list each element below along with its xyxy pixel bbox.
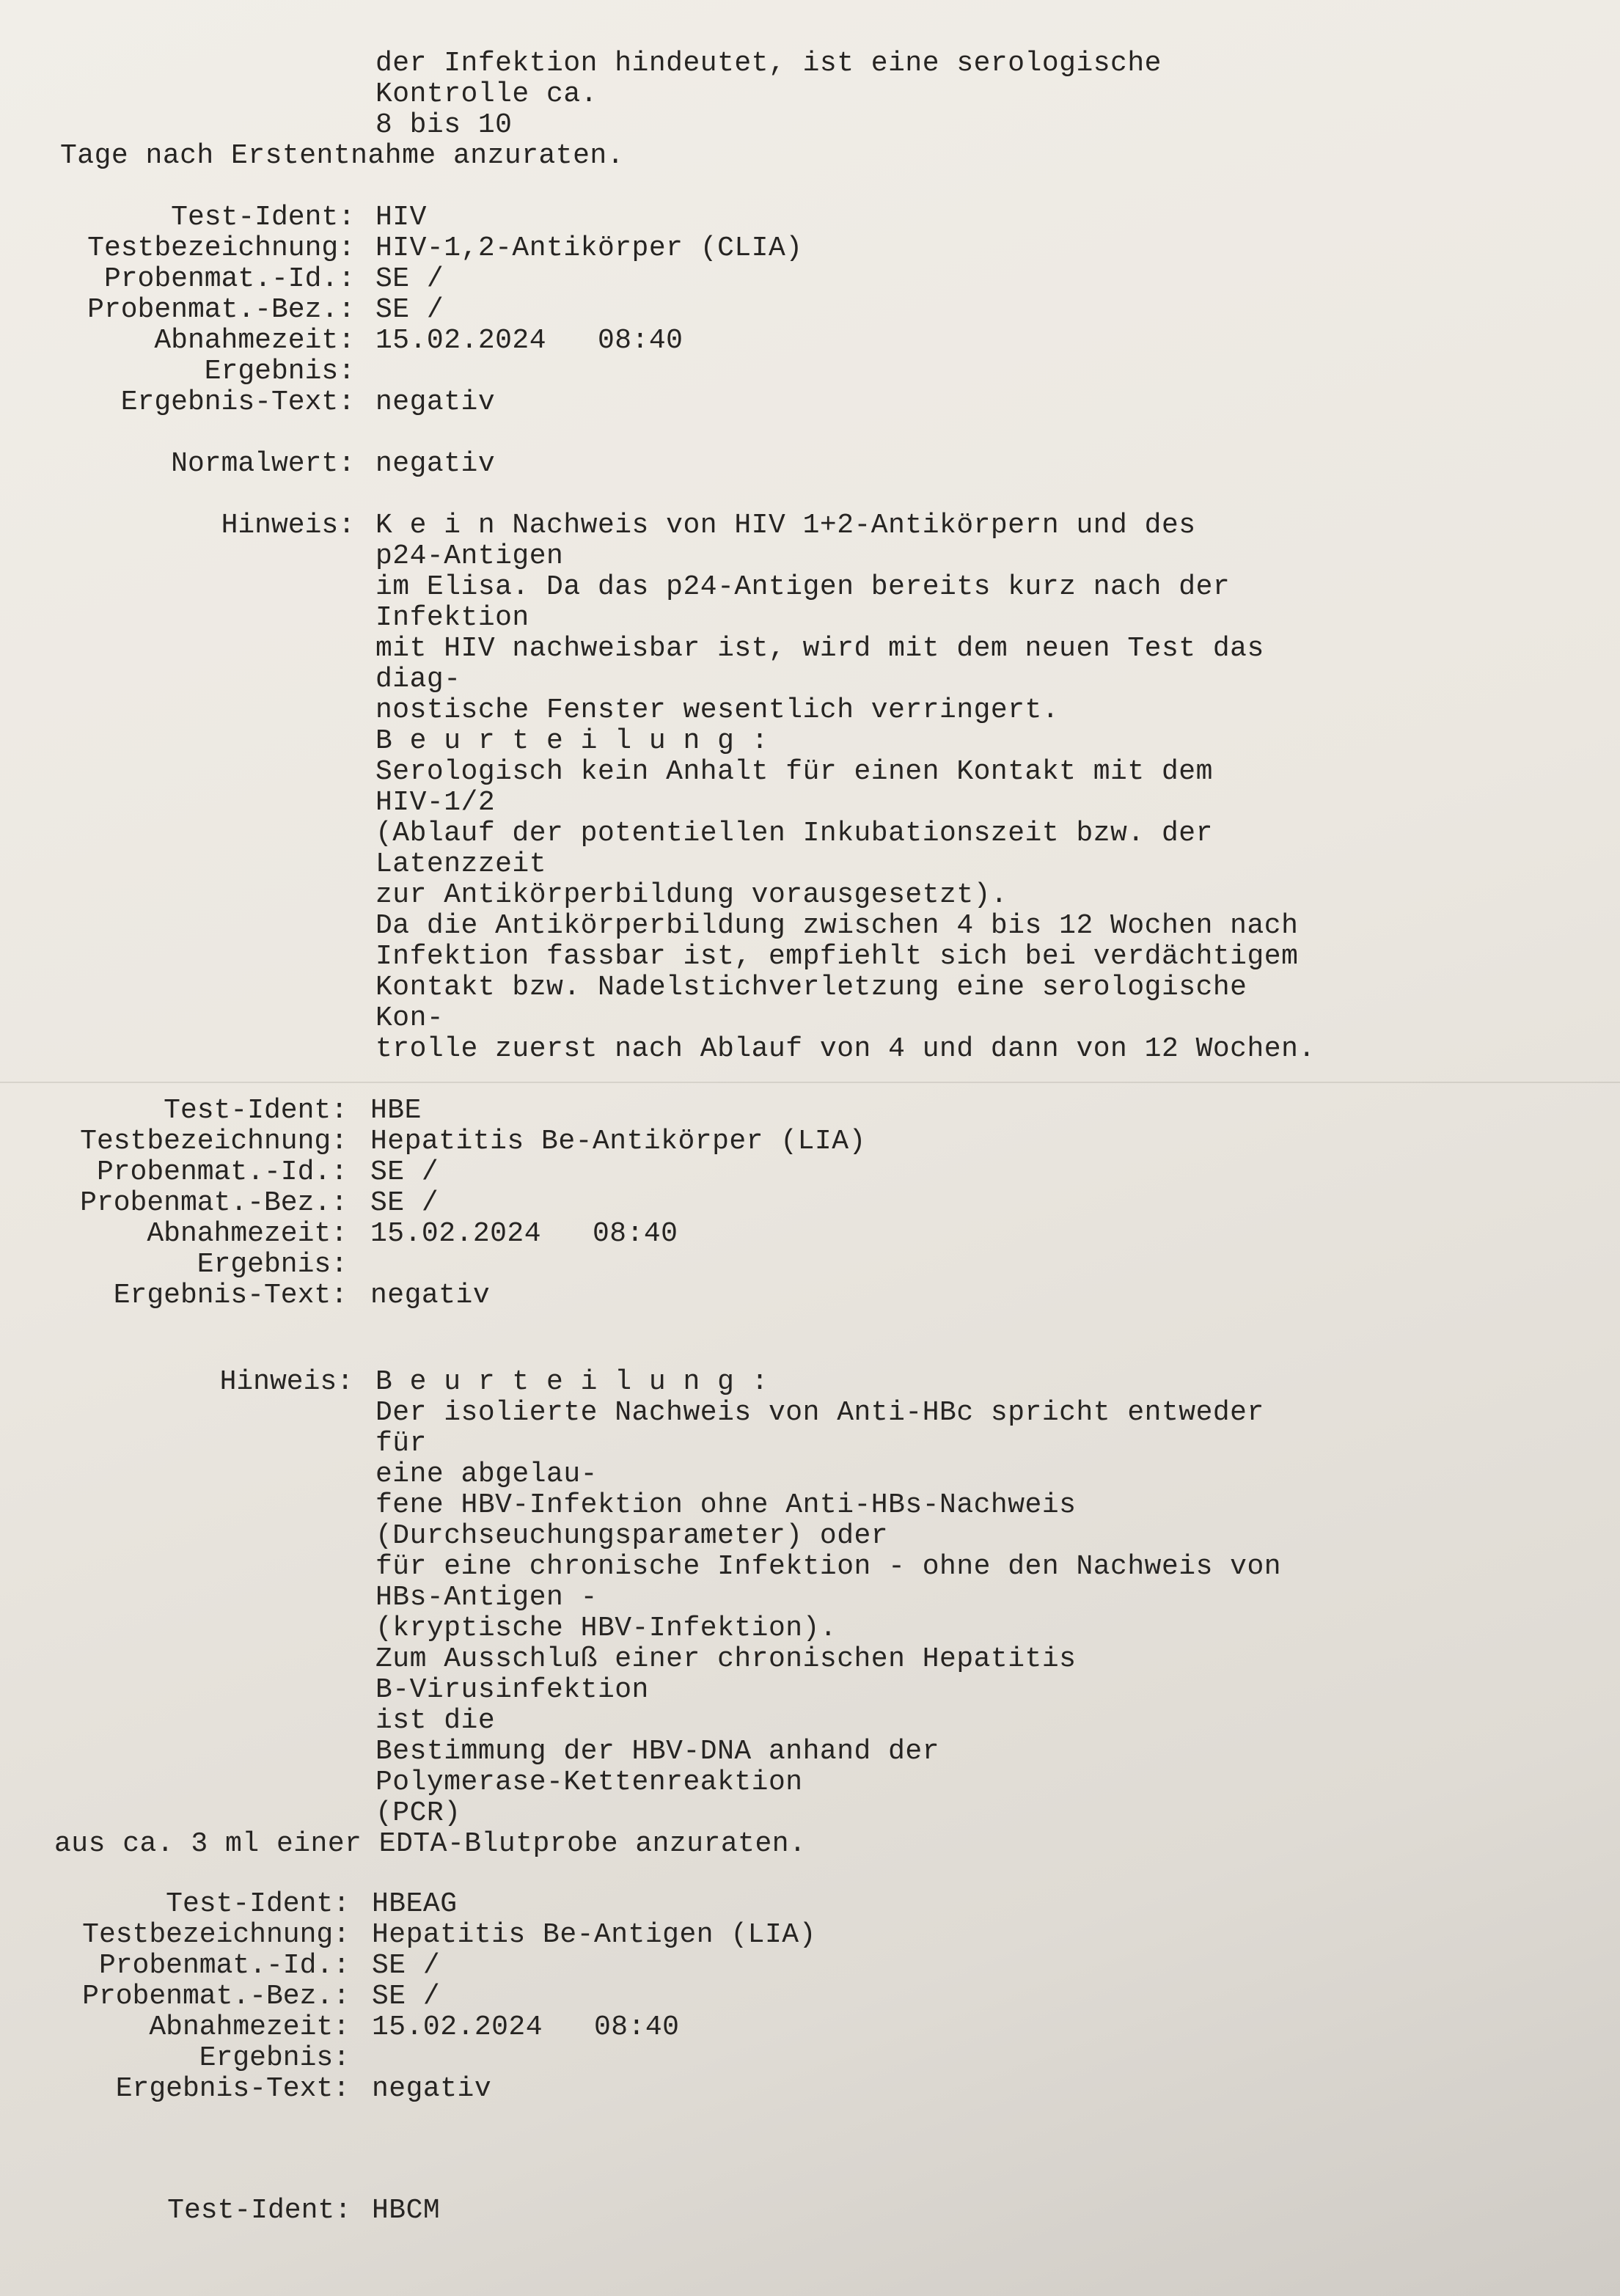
probenmat-id-label: Probenmat.-Id.:	[103, 263, 355, 295]
abnahmezeit-value: 15.02.2024 08:40	[370, 1218, 678, 1250]
probenmat-bez-label: Probenmat.-Bez.:	[87, 294, 355, 326]
ergebnis-text-value: negativ	[370, 1280, 491, 1311]
testbezeichnung-label: Testbezeichnung:	[80, 1126, 348, 1157]
abnahmezeit-value: 15.02.2024 08:40	[375, 325, 683, 356]
test-ident-label: Test-Ident:	[171, 202, 355, 233]
hinweis-line: HBs-Antigen -	[375, 1582, 598, 1613]
testbezeichnung-value: Hepatitis Be-Antikörper (LIA)	[370, 1126, 866, 1157]
hinweis-line: Polymerase-Kettenreaktion	[375, 1767, 803, 1798]
test-ident-value: HBEAG	[372, 1888, 458, 1920]
probenmat-bez-value: SE /	[372, 1981, 441, 2012]
test-ident-label: Test-Ident:	[164, 1095, 348, 1126]
paper-fold	[0, 1082, 1620, 1083]
hinweis-line: Kontakt bzw. Nadelstichverletzung eine serologische	[375, 972, 1247, 1003]
hinweis-line: im Elisa. Da das p24-Antigen bereits kurz nach der	[375, 571, 1231, 603]
hinweis-line: zur Antikörperbildung vorausgesetzt).	[375, 879, 1008, 911]
probenmat-id-label: Probenmat.-Id.:	[96, 1156, 348, 1188]
ergebnis-text-value: negativ	[375, 386, 496, 418]
hinweis-label: Hinweis:	[219, 1366, 353, 1398]
ergebnis-text-label: Ergebnis-Text:	[115, 2073, 350, 2105]
intro-line: 8 bis 10	[375, 109, 513, 141]
test-ident-value: HBCM	[372, 2195, 441, 2226]
abnahmezeit-label: Abnahmezeit:	[154, 325, 355, 356]
hinweis-line: (PCR)	[375, 1797, 461, 1829]
probenmat-id-value: SE /	[372, 1950, 441, 1981]
normalwert-value: negativ	[375, 448, 496, 480]
hinweis-line: Infektion	[375, 602, 529, 634]
hinweis-line: Zum Ausschluß einer chronischen Hepatitis	[375, 1643, 1077, 1675]
abnahmezeit-label: Abnahmezeit:	[149, 2011, 350, 2043]
hinweis-line: fene HBV-Infektion ohne Anti-HBs-Nachweis	[375, 1489, 1077, 1521]
hinweis-line: B-Virusinfektion	[375, 1674, 649, 1706]
testbezeichnung-value: Hepatitis Be-Antigen (LIA)	[372, 1919, 816, 1951]
probenmat-id-label: Probenmat.-Id.:	[98, 1950, 350, 1981]
hinweis-line: K e i n Nachweis von HIV 1+2-Antikörpern und des	[375, 510, 1196, 541]
hinweis-line: (kryptische HBV-Infektion).	[375, 1613, 838, 1644]
testbezeichnung-label: Testbezeichnung:	[87, 232, 355, 264]
ergebnis-text-label: Ergebnis-Text:	[113, 1280, 348, 1311]
hinweis-line: Da die Antikörperbildung zwischen 4 bis 12 Wochen nach	[375, 910, 1299, 942]
hinweis-line: Der isolierte Nachweis von Anti-HBc spricht entweder	[375, 1397, 1264, 1428]
ergebnis-label: Ergebnis:	[199, 2042, 350, 2074]
test-ident-value: HIV	[375, 202, 427, 233]
hinweis-line: (Durchseuchungsparameter) oder	[375, 1520, 889, 1552]
hinweis-line: diag-	[375, 664, 461, 695]
ergebnis-label: Ergebnis:	[204, 356, 355, 387]
hinweis-line: ist die	[375, 1705, 496, 1736]
abnahmezeit-label: Abnahmezeit:	[147, 1218, 348, 1250]
hinweis-line: Infektion fassbar ist, empfiehlt sich bei verdächtigem	[375, 941, 1299, 972]
intro-line: Tage nach Erstentnahme anzuraten.	[60, 140, 625, 172]
test-ident-label: Test-Ident:	[167, 2195, 351, 2226]
hinweis-line: B e u r t e i l u n g :	[375, 1366, 769, 1398]
probenmat-bez-label: Probenmat.-Bez.:	[80, 1187, 348, 1219]
hinweis-line: mit HIV nachweisbar ist, wird mit dem neuen Test das	[375, 633, 1264, 664]
testbezeichnung-label: Testbezeichnung:	[82, 1919, 350, 1951]
test-ident-value: HBE	[370, 1095, 422, 1126]
hinweis-line: p24-Antigen	[375, 540, 564, 572]
hinweis-line: Latenzzeit	[375, 848, 547, 880]
hinweis-line: (Ablauf der potentiellen Inkubationszeit bzw. der	[375, 818, 1213, 849]
hinweis-line: B e u r t e i l u n g :	[375, 725, 769, 757]
hinweis-line: eine abgelau-	[375, 1459, 598, 1490]
ergebnis-text-value: negativ	[372, 2073, 492, 2105]
hinweis-line: aus ca. 3 ml einer EDTA-Blutprobe anzuraten.	[54, 1828, 807, 1860]
probenmat-bez-value: SE /	[370, 1187, 439, 1219]
hinweis-line: nostische Fenster wesentlich verringert.	[375, 694, 1060, 726]
hinweis-label: Hinweis:	[221, 510, 355, 541]
ergebnis-label: Ergebnis:	[197, 1249, 348, 1280]
hinweis-line: für	[375, 1428, 427, 1459]
probenmat-bez-label: Probenmat.-Bez.:	[82, 1981, 350, 2012]
abnahmezeit-value: 15.02.2024 08:40	[372, 2011, 680, 2043]
hinweis-line: Serologisch kein Anhalt für einen Kontakt mit dem	[375, 756, 1213, 788]
ergebnis-text-label: Ergebnis-Text:	[120, 386, 355, 418]
normalwert-label: Normalwert:	[171, 448, 355, 480]
probenmat-id-value: SE /	[375, 263, 444, 295]
probenmat-id-value: SE /	[370, 1156, 439, 1188]
probenmat-bez-value: SE /	[375, 294, 444, 326]
test-ident-label: Test-Ident:	[166, 1888, 350, 1920]
hinweis-line: trolle zuerst nach Ablauf von 4 und dann von 12 Wochen.	[375, 1033, 1316, 1065]
hinweis-line: Kon-	[375, 1002, 444, 1034]
intro-line: Kontrolle ca.	[375, 78, 598, 110]
testbezeichnung-value: HIV-1,2-Antikörper (CLIA)	[375, 232, 803, 264]
intro-line: der Infektion hindeutet, ist eine serologische	[375, 48, 1162, 79]
hinweis-line: Bestimmung der HBV-DNA anhand der	[375, 1736, 940, 1767]
hinweis-line: HIV-1/2	[375, 787, 496, 818]
hinweis-line: für eine chronische Infektion - ohne den Nachweis von	[375, 1551, 1282, 1582]
